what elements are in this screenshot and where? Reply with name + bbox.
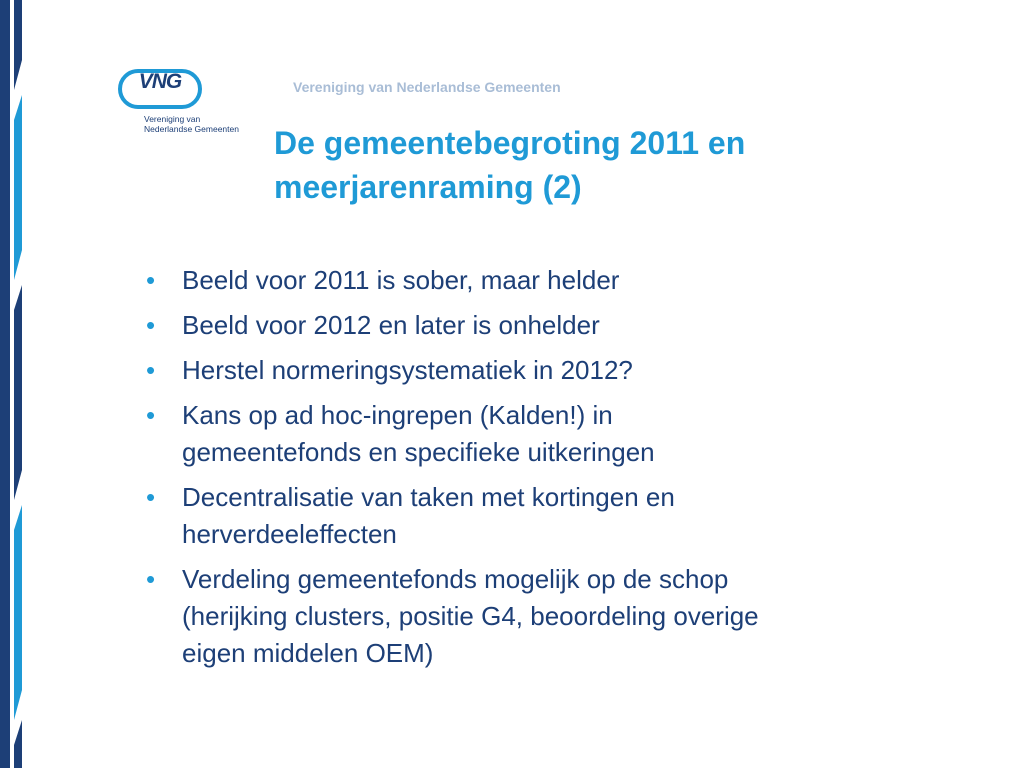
slide-title [274,121,974,209]
edge-stripes [0,0,22,768]
bullet-item [146,307,966,344]
bullet-text-line: Kans op ad hoc-ingrepen (Kalden!) in [182,400,613,430]
title-line: De gemeentebegroting 2011 en [274,125,746,161]
bullet-text-line: herverdeeleffecten [182,519,397,549]
bullet-dot-icon: • [146,310,156,340]
bullet-text-line: eigen middelen OEM) [182,638,434,668]
vng-logo [118,68,258,138]
bullet-text-line: Decentralisatie van taken met kortingen en [182,482,675,512]
bullet-text-line: Verdeling gemeentefonds mogelijk op de schop [182,564,729,594]
logo-text: VNG [138,70,182,93]
logo-subtitle-line: Nederlandse Gemeenten [144,124,239,134]
bullet-text-line: Beeld voor 2012 en later is onhelder [182,310,600,340]
bullet-item [146,352,966,389]
bullet-text-line: gemeentefonds en specifieke uitkeringen [182,437,655,467]
bullet-text-line: (herijking clusters, positie G4, beoordeling overige [182,601,759,631]
bullet-item [146,397,966,471]
bullet-list [146,262,966,680]
bullet-item [146,262,966,299]
logo-subtitle [144,114,239,134]
bullet-item [146,561,966,672]
bullet-dot-icon: • [146,265,156,295]
bullet-text-line: Herstel normeringsystematiek in 2012? [182,355,633,385]
bullet-dot-icon: • [146,564,156,594]
bullet-item [146,479,966,553]
bullet-dot-icon: • [146,355,156,385]
logo-subtitle-line: Vereniging van [144,114,201,124]
bullet-dot-icon: • [146,482,156,512]
bullet-dot-icon: • [146,400,156,430]
title-line: meerjarenraming (2) [274,169,582,205]
bullet-text-line: Beeld voor 2011 is sober, maar helder [182,265,620,295]
organization-name: Vereniging van Nederlandse Gemeenten [293,79,561,95]
